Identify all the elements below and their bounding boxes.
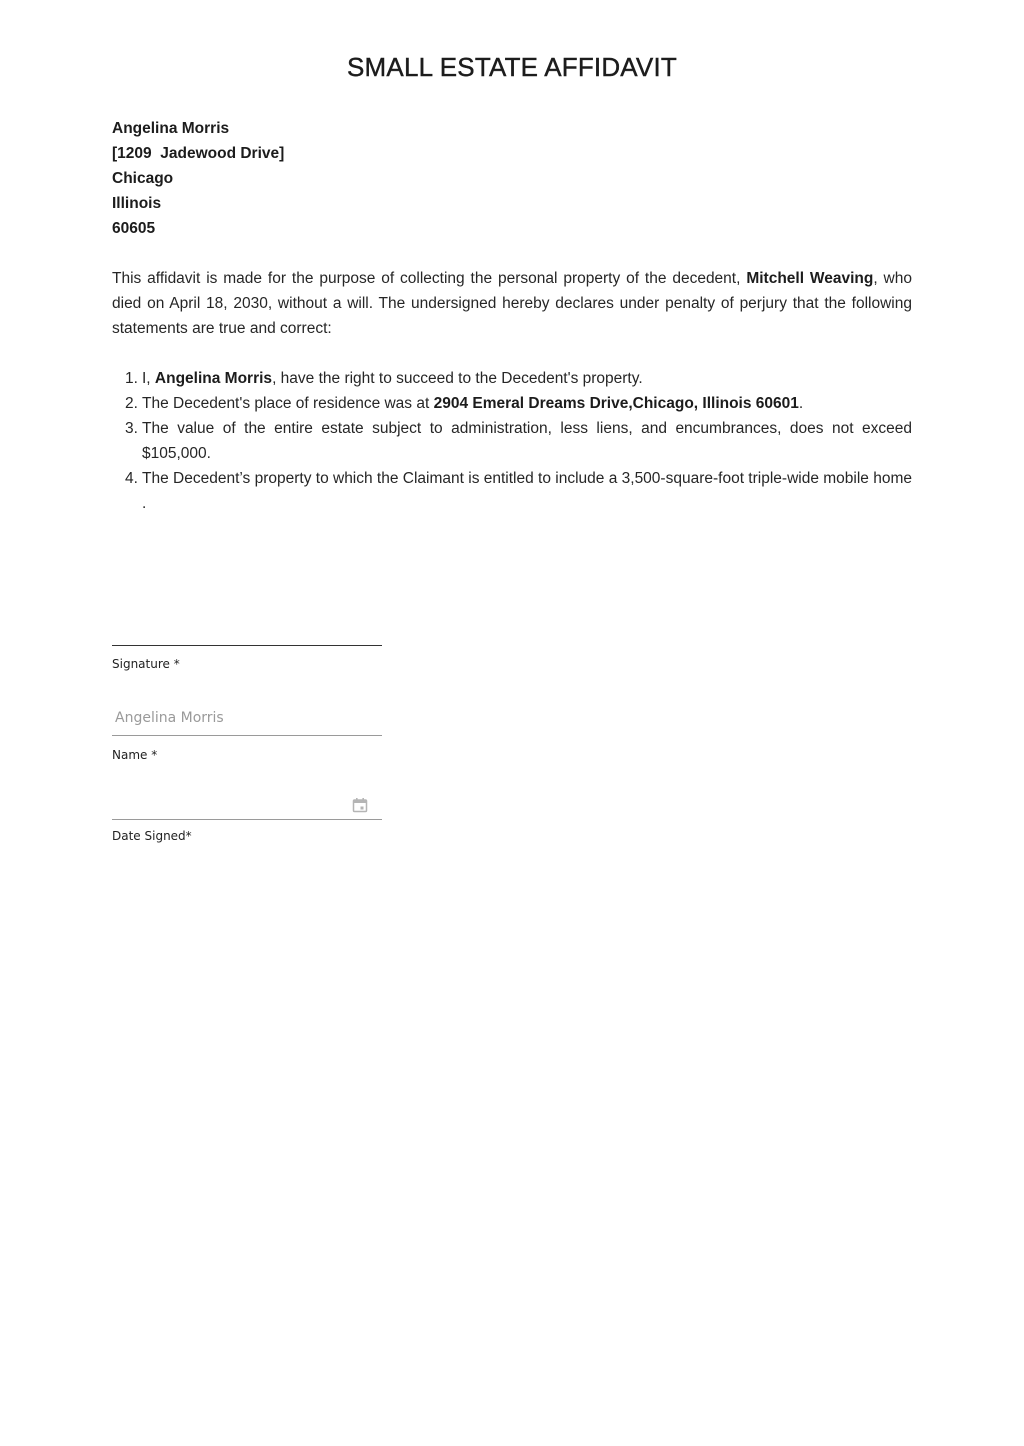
statement-text-start: The Decedent's place of residence was at <box>142 395 434 412</box>
list-number: 4. <box>125 470 138 487</box>
list-number: 3. <box>125 420 138 437</box>
signature-line[interactable] <box>112 645 382 646</box>
document-title: SMALL ESTATE AFFIDAVIT <box>347 52 677 82</box>
date-label: Date Signed* <box>112 829 192 843</box>
address-city: Chicago <box>112 170 174 187</box>
intro-text-end: , who died on April 18, 2030, without a will. The undersigned hereby declares under penalty of perjury that the following statements are true and correct: <box>112 270 912 337</box>
date-field[interactable] <box>112 784 382 820</box>
address-state: Illinois <box>112 195 162 212</box>
list-item <box>112 366 912 391</box>
list-item <box>112 391 912 416</box>
statements-list <box>112 366 912 516</box>
residence-address: 2904 Emeral Dreams Drive,Chicago, Illinois 60601 <box>433 395 799 412</box>
name-label: Name * <box>112 748 158 762</box>
signature-label: Signature * <box>112 657 180 671</box>
intro-text-start: This affidavit is made for the purpose of collecting the personal property of the decedent, <box>112 270 747 287</box>
address-block <box>112 116 284 241</box>
claimant-name: Angelina Morris <box>154 370 273 387</box>
address-street: [1209 Jadewood Drive] <box>112 145 285 162</box>
statement-text-end: . <box>798 395 804 412</box>
date-input[interactable] <box>112 784 346 821</box>
statement-text: The value of the entire estate subject to administration, less liens, and encumbrances, does not exceed $105,000. <box>142 420 912 462</box>
list-number: 2. <box>125 395 138 412</box>
list-item <box>112 466 912 516</box>
address-name: Angelina Morris <box>112 120 230 137</box>
name-input[interactable] <box>112 700 382 736</box>
intro-paragraph <box>112 266 912 341</box>
statement-text: The Decedent’s property to which the Claimant is entitled to include a 3,500-square-foot triple-wide mobile home . <box>142 470 912 512</box>
calendar-icon[interactable] <box>352 797 368 813</box>
statement-text-start: I, <box>142 370 155 387</box>
list-number: 1. <box>125 370 138 387</box>
decedent-name: Mitchell Weaving <box>746 270 874 287</box>
list-item <box>112 416 912 466</box>
statement-text-end: , have the right to succeed to the Decedent's property. <box>272 370 643 387</box>
address-zip: 60605 <box>112 220 156 237</box>
